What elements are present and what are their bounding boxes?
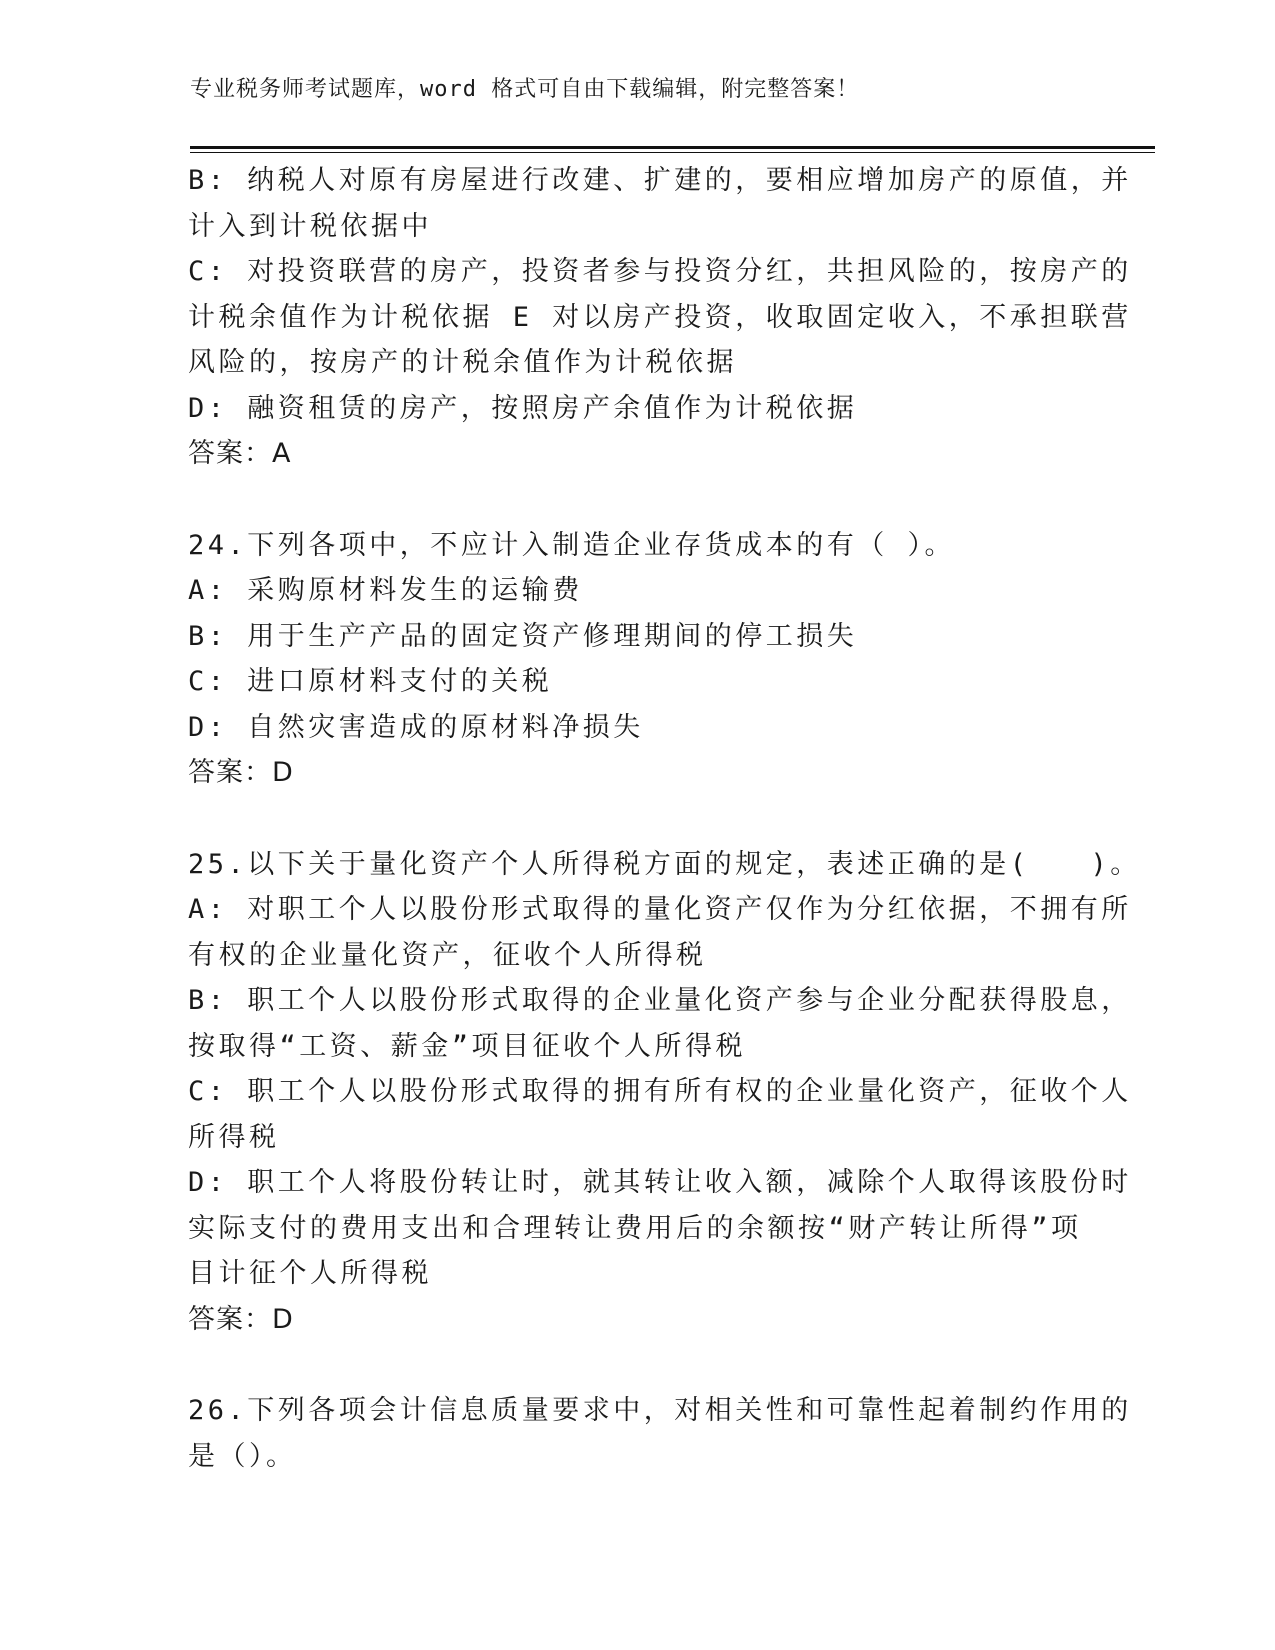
question-block xyxy=(188,158,1132,477)
header-rule-thin xyxy=(190,152,1155,153)
question-line: 风险的，按房产的计税余值作为计税依据 xyxy=(188,347,737,378)
question-line: 实际支付的费用支出和合理转让费用后的余额按“财产转让所得”项 xyxy=(188,1212,1082,1244)
question-line: 所得税 xyxy=(188,1121,280,1153)
question-line: A: 对职工个人以股份形式取得的量化资产仅作为分红依据，不拥有所 xyxy=(188,894,1132,925)
question-line: 目计征个人所得税 xyxy=(188,1258,432,1289)
question-line: D: 融资租赁的房产，按照房产余值作为计税依据 xyxy=(188,392,858,424)
question-line: B: 职工个人以股份形式取得的企业量化资产参与企业分配获得股息， xyxy=(188,985,1132,1016)
question-line: C: 进口原材料支付的关税 xyxy=(188,666,553,697)
block-gap xyxy=(188,796,1088,842)
question-line: 26.下列各项会计信息质量要求中，对相关性和可靠性起着制约作用的 xyxy=(188,1395,1132,1426)
answer-line: 答案：D xyxy=(188,1303,294,1335)
question-line: D: 职工个人将股份转让时，就其转让收入额，减除个人取得该股份时 xyxy=(188,1167,1132,1198)
answer-line: 答案：A xyxy=(188,438,292,469)
question-line: 按取得“工资、薪金”项目征收个人所得税 xyxy=(188,1030,747,1062)
block-gap xyxy=(188,1342,1088,1388)
question-line: 是（）。 xyxy=(188,1440,297,1472)
question-line: 25.以下关于量化资产个人所得税方面的规定，表述正确的是( )。 xyxy=(188,848,1141,880)
page-header: 专业税务师考试题库，word 格式可自由下载编辑，附完整答案！ xyxy=(190,77,860,102)
block-gap xyxy=(188,477,1088,523)
question-line: D: 自然灾害造成的原材料净损失 xyxy=(188,711,644,743)
question-content xyxy=(188,158,1141,1479)
question-line: C: 职工个人以股份形式取得的拥有所有权的企业量化资产，征收个人 xyxy=(188,1076,1132,1107)
question-line: 24.下列各项中，不应计入制造企业存货成本的有（ ）。 xyxy=(188,529,956,561)
question-line: B: 用于生产产品的固定资产修理期间的停工损失 xyxy=(188,620,858,652)
question-line: 计税余值作为计税依据 E 对以房产投资，收取固定收入，不承担联营 xyxy=(188,301,1132,333)
answer-line: 答案：D xyxy=(188,757,294,788)
question-block xyxy=(188,1388,1132,1479)
question-line: 有权的企业量化资产，征收个人所得税 xyxy=(188,939,707,971)
question-block xyxy=(188,842,1141,1343)
header-rule-thick xyxy=(190,146,1155,149)
question-line: A: 采购原材料发生的运输费 xyxy=(188,575,583,606)
question-line: B: 纳税人对原有房屋进行改建、扩建的，要相应增加房产的原值，并 xyxy=(188,165,1132,196)
question-block xyxy=(188,523,1088,796)
question-line: 计入到计税依据中 xyxy=(188,210,432,242)
question-line: C: 对投资联营的房产，投资者参与投资分红，共担风险的，按房产的 xyxy=(188,256,1132,287)
